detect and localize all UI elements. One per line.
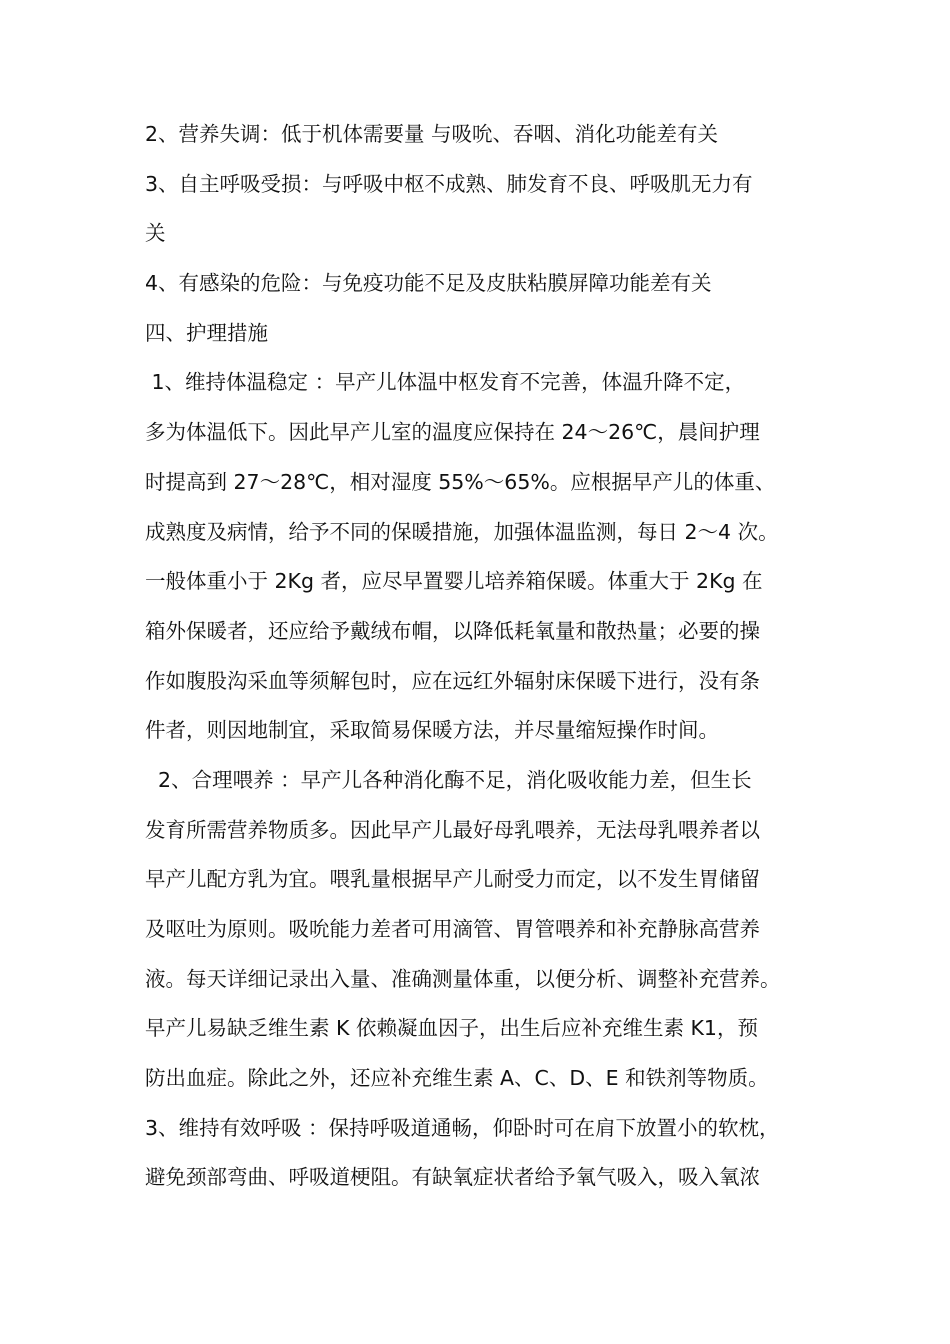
text-line: 关	[145, 221, 166, 246]
document-body	[145, 110, 810, 1203]
text-line: 早产儿易缺乏维生素 K 依赖凝血因子，出生后应补充维生素 K1，预	[145, 1016, 758, 1041]
text-line: 发育所需营养物质多。因此早产儿最好母乳喂养，无法母乳喂养者以	[145, 817, 760, 842]
text-line: 早产儿配方乳为宜。喂乳量根据早产儿耐受力而定，以不发生胃储留	[145, 867, 760, 892]
text-line: 2、营养失调：低于机体需要量 与吸吮、吞咽、消化功能差有关	[145, 122, 719, 146]
text-line: 4、有感染的危险：与免疫功能不足及皮肤粘膜屏障功能差有关	[145, 271, 712, 296]
text-line: 多为体温低下。因此早产儿室的温度应保持在 24～26℃，晨间护理	[145, 420, 760, 445]
text-line: 作如腹股沟采血等须解包时，应在远红外辐射床保暖下进行，没有条	[145, 668, 760, 693]
text-line: 件者，则因地制宜，采取简易保暖方法，并尽量缩短操作时间。	[145, 718, 719, 743]
text-line: 及呕吐为原则。吸吮能力差者可用滴管、胃管喂养和补充静脉高营养	[145, 917, 760, 941]
text-line: 3、自主呼吸受损：与呼吸中枢不成熟、肺发育不良、呼吸肌无力有	[145, 171, 753, 196]
text-line: 一般体重小于 2Kg 者，应尽早置婴儿培养箱保暖。体重大于 2Kg 在	[145, 569, 763, 594]
text-line: 液。每天详细记录出入量、准确测量体重，以便分析、调整补充营养。	[145, 966, 781, 991]
text-line: 防出血症。除此之外，还应补充维生素 A、C、D、E 和铁剂等物质。	[145, 1066, 769, 1091]
text-line: 箱外保暖者，还应给予戴绒布帽，以降低耗氧量和散热量；必要的操	[145, 618, 760, 643]
text-line: 成熟度及病情，给予不同的保暖措施，加强体温监测，每日 2～4 次。	[145, 519, 779, 544]
text-line: 避免颈部弯曲、呼吸道梗阻。有缺氧症状者给予氧气吸入，吸入氧浓	[145, 1165, 760, 1190]
text-line: 时提高到 27～28℃，相对湿度 55%～65%。应根据早产儿的体重、	[145, 469, 776, 494]
text-line: 2、合理喂养 ：早产儿各种消化酶不足，消化吸收能力差，但生长	[145, 767, 752, 792]
section-heading: 四、护理措施	[145, 320, 268, 345]
text-line: 1、维持体温稳定 ：早产儿体温中枢发育不完善，体温升降不定，	[145, 370, 746, 395]
text-line: 3、维持有效呼吸 ：保持呼吸道通畅，仰卧时可在肩下放置小的软枕，	[145, 1115, 780, 1140]
